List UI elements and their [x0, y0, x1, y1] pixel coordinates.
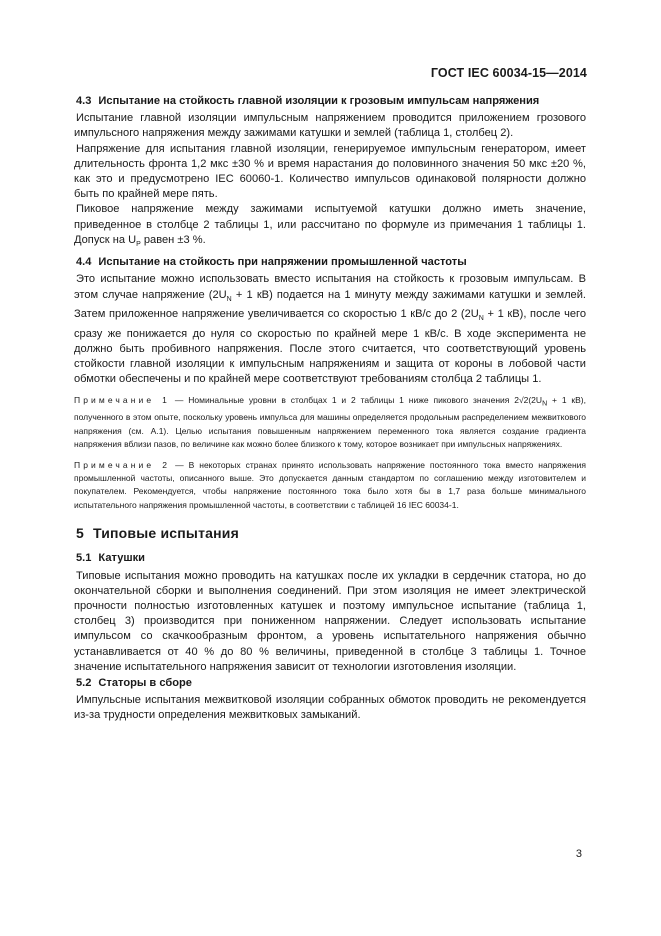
- section-title: Катушки: [98, 552, 145, 565]
- text-run: + 1 кВ), после чего сразу же понижается до нуля со скоростью по крайней мере 1 кВ/с. В ходе эксперимента не должно быть пробивного напряжения. После этого считается, что соответствующий уровень стойкости главной изоляции к импульсным напряжениям и защита от короны в лобовой части обмотки обеспечены и по крайней мере соответствуют требованиям столбца 2 таблицы 1.: [74, 308, 586, 386]
- paragraph: Испытание главной изоляции импульсным напряжением проводится приложением грозового импульсного напряжения между зажимами катушки и землей (таблица 1, столбец 2).: [74, 112, 586, 140]
- text-run: Пиковое напряжение между зажимами испытуемой катушки должно иметь значение, приведенное в столбце 2 таблицы 1, или рассчитано по формуле из примечания 1 таблицы 1. Допуск на U: [74, 203, 586, 246]
- section-title: Статоры в сборе: [98, 677, 192, 690]
- section-number: 5.2: [76, 677, 92, 690]
- note-1: [74, 394, 586, 451]
- section-heading-5-2: [74, 676, 586, 691]
- section-title: Испытание на стойкость при напряжении промышленной частоты: [98, 256, 467, 269]
- subscript: N: [478, 315, 484, 323]
- note-2: [74, 459, 586, 513]
- section-number: 5: [76, 525, 84, 542]
- text-run: Это испытание можно использовать вместо испытания на стойкость к грозовым импульсам. В этом случае напряжение (2U: [74, 273, 586, 301]
- subscript: N: [226, 295, 232, 303]
- paragraph: [74, 272, 586, 387]
- text-run: — Номинальные уровни в столбцах 1 и 2 таблицы 1 ниже пикового значения 2√2(2U: [170, 395, 543, 406]
- note-label: Примечание 1: [74, 395, 170, 406]
- text-run: + 1 кВ) подается на 1 минуту между зажимами катушки и землей. Затем приложенное напряжение увеличивается со скоростью 1 кВ/с до 2 (2U: [74, 288, 586, 321]
- section-title: Типовые испытания: [93, 525, 239, 542]
- paragraph: Импульсные испытания межвитковой изоляции собранных обмоток проводить не рекомендуется из-за трудности определения межвитковых замыканий.: [74, 694, 586, 722]
- document-header: ГОСТ IEC 60034-15—2014: [430, 66, 587, 80]
- subscript: N: [542, 401, 548, 408]
- section-number: 4.3: [76, 95, 92, 107]
- text-run: равен ±3 %.: [140, 233, 206, 246]
- section-number: 5.1: [76, 552, 92, 565]
- paragraph: [74, 202, 586, 252]
- section-heading-4-4: [74, 255, 586, 270]
- section-heading-5-1: [74, 551, 586, 566]
- page-content: [74, 94, 586, 724]
- subscript: P: [136, 241, 141, 249]
- section-heading-5: [74, 526, 586, 541]
- note-label: Примечание 2: [74, 459, 171, 470]
- text-run: + 1 кВ), полученного в этом опыте, поскольку уровень импульса для машины определяется продольным распределением межвиткового напряжения (см. А.1). Целью испытания повышенным напряжением переменного тока является создание градиента напряжения вблизи пазов, по величине как можно более близкого к тому, которое возникает при импульсных напряжениях.: [74, 395, 586, 450]
- section-heading-4-3: [74, 94, 586, 109]
- paragraph: Типовые испытания можно проводить на катушках после их укладки в сердечник статора, но до окончательной сборки и выполнения соединений. При этом изоляция не имеет электрической прочности полностью изготовленных катушек и поэтому импульсное испытание (таблица 1, столбец 3) производится при пониженном напряжении. Следует использовать испытание импульсом со скачкообразным фронтом, а уровень испытательного напряжения обычно устанавливается от 40 % до 80 % величины, приведенной в столбце 3 таблицы 1. Точное значение испытательного напряжения зависит от технологии изготовления изоляции.: [74, 569, 586, 673]
- text-run: — В некоторых странах принято использовать напряжение постоянного тока вместо напряжения промышленной частоты, описанного выше. Это допускается данным стандартом по соглашению между изготовителем и покупателем. Рекомендуется, чтобы напряжение постоянного тока было хотя бы в 1,7 раза больше минимального испытательного напряжения промышленной частоты, в соответствии с таблицей 16 IEC 60034-1.: [74, 459, 586, 510]
- section-number: 4.4: [76, 256, 92, 269]
- section-title: Испытание на стойкость главной изоляции к грозовым импульсам напряжения: [98, 95, 540, 107]
- page-number: 3: [575, 848, 582, 860]
- paragraph: Напряжение для испытания главной изоляции, генерируемое импульсным генератором, имеет длительность фронта 1,2 мкс ±30 % и время нарастания до половинного значения 50 мкс ±20 %, как это и предусмотрено IEC 60060-1. Количество импульсов одинаковой полярности должно быть по крайней мере пять.: [74, 142, 586, 201]
